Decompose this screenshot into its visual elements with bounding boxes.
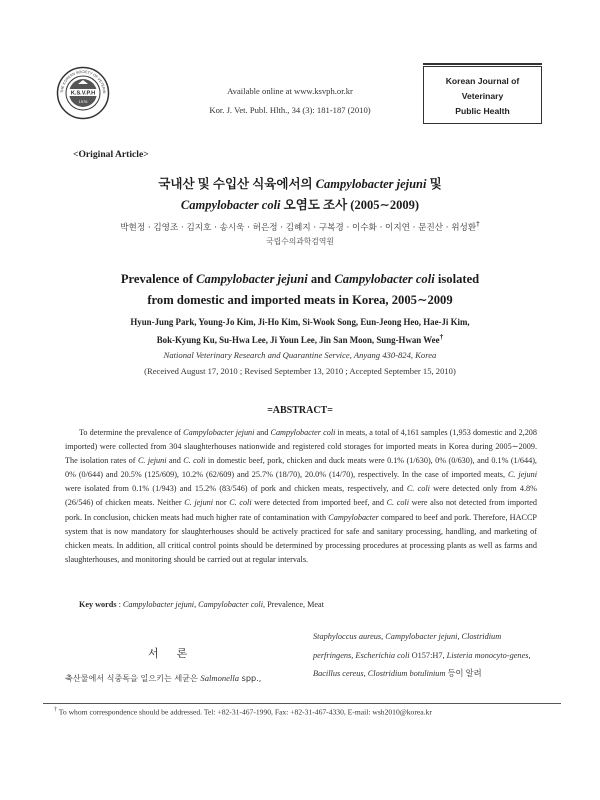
- abstract-body: [65, 426, 537, 567]
- abstract-text: in meats, a total of 4,161 samples (1,953 domestic and 2,208 imported) were collected from 304 slaughterhouses nationwide and registered cold storages for imported meats in Korea during 2005∼2009. The isolation rates of: [65, 428, 537, 466]
- body-species: Salmonella: [200, 673, 240, 683]
- author-list: 박현정 · 김영조 · 김지호 · 송시욱 · 허은정 · 김혜지 · 구복경 · 이수화 · 이지연 · 문진산 · 위성환: [120, 222, 477, 233]
- title-species: Campylobacter jejuni: [196, 272, 308, 286]
- english-authors-line-2: [0, 332, 600, 345]
- journal-name-line: Korean Journal of: [445, 76, 520, 86]
- keywords-label: Key words: [79, 600, 117, 609]
- abstract-text: compared to beef and pork. Therefore, HACCP system that is now mandatory for slaughterhouses should be actively practiced for safe and sanitary processing, handling, and marketing of chicken meats. In addition, all critical control points should be determined by processing procedures at processing plants as well as farms and slaughterhouses, and monitoring should be carried out at regular intervals.: [65, 512, 537, 564]
- abstract-italic-term: C. coli: [386, 498, 409, 508]
- korean-title-line-1: [0, 174, 600, 192]
- abstract-text: were detected from imported beef, and: [251, 498, 387, 508]
- keywords-species: Campylobacter jejuni, Campylobacter coli: [122, 600, 263, 609]
- abstract-text: and: [254, 428, 271, 437]
- abstract-italic-term: C. jejuni: [184, 498, 214, 508]
- title-text: 오염도 조사 (2005∼2009): [280, 198, 420, 212]
- abstract-text: were detected only from 4.8% (26/546) of chicken meats. Neither: [65, 484, 537, 508]
- korean-affiliation: 국립수의과학검역원: [266, 237, 334, 246]
- title-text: isolated: [434, 272, 480, 286]
- english-affiliation: National Veterinary Research and Quarantine Service, Anyang 430-824, Korea: [163, 350, 437, 360]
- abstract-italic-term: Campylobacter coli: [270, 428, 336, 437]
- body-italic-term: Listeria monocyto-genes, Bacillus cereus, Clostridium botulinium: [313, 650, 531, 678]
- footnote-mark: †: [54, 707, 57, 713]
- svg-text:1976: 1976: [78, 99, 88, 104]
- footnote-text: To whom correspondence should be addressed. Tel: +82-31-467-1990, Fax: +82-31-467-4330, E-mail: wsh2010@korea.kr: [58, 707, 432, 717]
- english-authors-line-1: Hyun-Jung Park, Young-Jo Kim, Ji-Ho Kim, Si-Wook Song, Eun-Jeong Heo, Hae-Ji Kim,: [130, 317, 470, 327]
- title-text: Prevalence of: [120, 272, 197, 286]
- body-text: spp.,: [239, 673, 262, 683]
- abstract-italic-term: Campylobacter: [328, 512, 379, 522]
- footnote-rule: [43, 703, 561, 704]
- left-column-text: [65, 673, 261, 684]
- body-italic-term: Staphyloccus aureus, Campylobacter jejuni, Clostridium perfringens, Escherichia coli: [313, 632, 502, 660]
- author-list: Bok-Kyung Ku, Su-Hwa Lee, Ji Youn Lee, Jin San Moon, Sung-Hwan Wee: [156, 334, 440, 345]
- title-species: Campylobacter coli: [334, 272, 435, 286]
- body-text: 축산물에서 식중독을 일으키는 세균은: [65, 673, 201, 683]
- journal-name-line: Veterinary: [461, 91, 504, 101]
- society-seal-logo: [56, 66, 110, 120]
- korean-authors: [0, 219, 600, 233]
- corresponding-mark: †: [476, 219, 480, 228]
- citation: Kor. J. Vet. Publ. Hlth., 34 (3): 181-187 (2010): [209, 105, 371, 115]
- svg-text:THE KOREAN SOCIETY OF VETERINA: THE KOREAN SOCIETY OF VETERIN: [59, 69, 107, 94]
- body-text: O157:H7,: [409, 650, 447, 660]
- abstract-text: were also not detected from imported pork. In conclusion, chicken meats had much higher rate of contamination with: [65, 498, 537, 522]
- abstract-text: were isolated from 0.1% (1/943) and 15.2% (83/546) of pork and chicken meats, respectively, and: [65, 484, 407, 494]
- title-text: and: [307, 272, 335, 286]
- body-text: 등이 알려: [445, 669, 482, 678]
- abstract-text: To determine the prevalence of: [79, 428, 184, 437]
- abstract-text: and: [166, 456, 184, 466]
- english-title-line-1: [0, 272, 600, 287]
- journal-name-box: [423, 66, 542, 124]
- journal-name-line: Public Health: [455, 106, 510, 116]
- abstract-heading: =ABSTRACT=: [267, 405, 333, 416]
- abstract-italic-term: C. coli: [229, 498, 252, 508]
- title-text: 국내산 및 수입산 식육에서의: [158, 177, 316, 191]
- abstract-text: in domestic beef, pork, chicken and duck meats were 0.1% (1/630), 0% (0/630), and 0.1% (1/644), 0% (0/644) and 20.5% (125/609), 10.2% (62/609) and 25.7% (18/70), 20.0% (14/70), respectively. In the case of imported meats,: [65, 456, 537, 480]
- abstract-italic-term: C. coli: [406, 484, 430, 494]
- keywords-rest: , Prevalence, Meat: [262, 600, 324, 609]
- title-species: Campylobacter coli: [180, 198, 281, 212]
- journal-box-rule: [423, 63, 542, 65]
- corresponding-mark: †: [439, 332, 444, 341]
- title-species: Campylobacter jejuni: [315, 177, 427, 191]
- title-text: 및: [426, 177, 442, 191]
- right-column-text: [313, 628, 541, 684]
- received-dates: (Received August 17, 2010 ; Revised September 13, 2010 ; Accepted September 15, 2010): [144, 366, 456, 376]
- abstract-italic-term: Campylobacter jejuni: [183, 428, 255, 437]
- keywords-separator: :: [116, 600, 123, 609]
- abstract-text: nor: [213, 498, 230, 508]
- abstract-italic-term: C. coli: [183, 456, 206, 466]
- abstract-paragraph: [65, 426, 537, 567]
- header-center: [140, 82, 440, 120]
- abstract-italic-term: C. jejuni: [507, 470, 538, 480]
- section-heading-introduction: 서론: [148, 647, 206, 660]
- korean-title-line-2: [0, 195, 600, 213]
- article-type: <Original Article>: [73, 149, 149, 160]
- abstract-italic-term: C. jejuni: [137, 456, 167, 466]
- footnote: [54, 707, 432, 717]
- svg-text:K.S.V.P.H: K.S.V.P.H: [70, 90, 96, 97]
- available-online: Available online at www.ksvph.or.kr: [227, 86, 353, 96]
- keywords: [79, 600, 324, 609]
- english-title-line-2: from domestic and imported meats in Korea, 2005∼2009: [147, 293, 453, 307]
